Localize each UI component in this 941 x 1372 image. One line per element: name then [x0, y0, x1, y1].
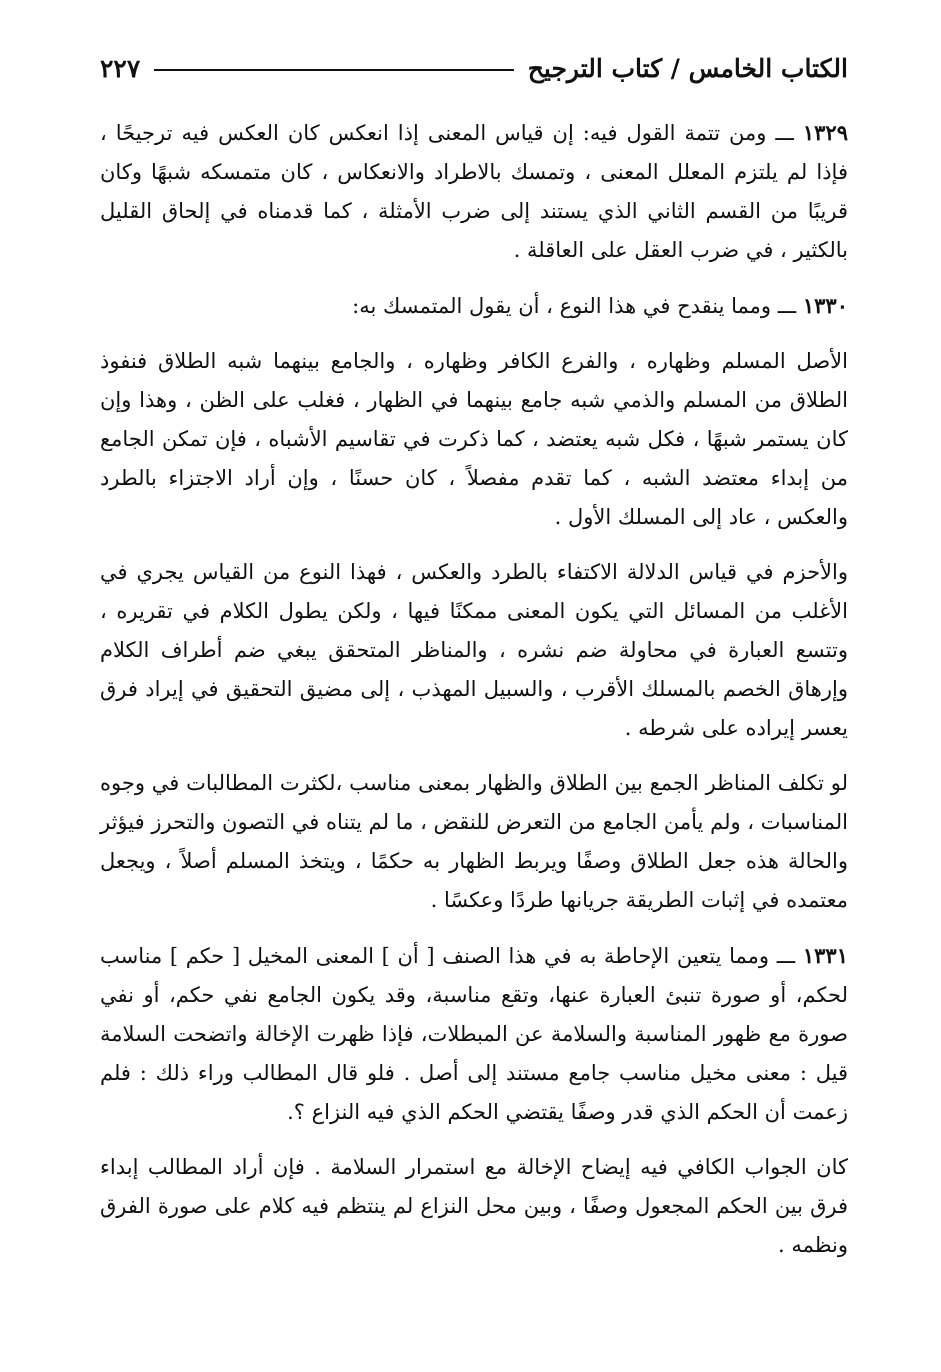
paragraph-text: والأحزم في قياس الدلالة الاكتفاء بالطرد والعكس ، فهذا النوع من القياس يجري في الأغلب من المسائل التي يكون المعنى ممكنًا فيها ، ولكن يطول الكلام في تقريره ، وتتسع العبارة في محاولة ضم نشره ، والمناظر المتحقق يبغي ضم أطراف الكلام وإرهاق الخصم بالمسلك الأقرب ، والسبيل المهذب ، إلى مضيق التحقيق في إيراد فرق يعسر إيراده على شرطه .: [100, 560, 849, 740]
paragraph-text: الأصل المسلم وظهاره ، والفرع الكافر وظهاره ، والجامع بينهما شبه الطلاق فنفوذ الطلاق من المسلم والذمي شبه جامع بينهما في الظهار ، فغلب على الظن ، وهذا وإن كان يستمر شبهًا ، فكل شبه يعتضد ، كما ذكرت في تقاسيم الأشباه ، فإن تمكن الجامع من إبداء معتضد الشبه ، كما تقدم مفصلاً ، كان حسنًا ، وإن أراد الاجتزاء بالطرد والعكس ، عاد إلى المسلك الأول .: [100, 349, 848, 529]
paragraph-jawab: [100, 1148, 848, 1265]
paragraph-text: ـــ ومن تتمة القول فيه: إن قياس المعنى إذا انعكس كان العكس فيه ترجيحًا ، فإذا لم يلتزم المعلل المعنى ، وتمسك بالاطراد والانعكاس ، كان متمسكه شبهًا وكان قريبًا من القسم الثاني الذي يستند إلى ضرب الأمثلة ، كما قدمناه في إلحاق القليل بالكثير ، في ضرب العقل على العاقلة .: [100, 121, 848, 262]
paragraph-number: ١٣٢٩: [802, 120, 848, 145]
paragraph-ahzam: [100, 553, 848, 748]
paragraph-text: كان الجواب الكافي فيه إيضاح الإخالة مع استمرار السلامة . فإن أراد المطالب إبداء فرق بين الحكم المجعول وصفًا ، وبين محل النزاع لم ينتظم فيه كلام على صورة الفرق ونظمه .: [100, 1155, 848, 1257]
paragraph-number: ١٣٣٠: [802, 293, 848, 318]
running-title: الكتاب الخامس / كتاب الترجيح: [527, 53, 848, 83]
header-rule: [154, 69, 513, 71]
paragraph-text: ـــ ومما يتعين الإحاطة به في هذا الصنف [ أن ] المعنى المخيل [ حكم ] مناسب لحكم، أو صورة تنبئ العبارة عنها، وتقع مناسبة، وقد يكون الجامع نفي حكم، أو نفي صورة مع ظهور المناسبة والسلامة عن المبطلات، فإذا ظهرت الإخالة واتضحت السلامة قيل : معنى مخيل مناسب جامع مستند إلى أصل . فلو قال المطالب وراء ذلك : فلم زعمت أن الحكم الذي قدر وصفًا يقتضي الحكم الذي فيه النزاع ؟.: [100, 944, 848, 1124]
page-number: ٢٢٧: [100, 53, 141, 83]
paragraph-law-takallafa: [100, 764, 848, 920]
paragraph-1330: [100, 286, 848, 326]
paragraph-text: لو تكلف المناظر الجمع بين الطلاق والظهار بمعنى مناسب ،لكثرت المطالبات في وجوه المناسبات ، ولم يأمن الجامع من التعرض للنقض ، ما لم يتناه في التصون والتحرز فيؤثر والحالة هذه جعل الطلاق وصفًا ويربط الظهار به حكمًا ، ويتخذ المسلم أصلاً ، ويجعل معتمده في إثبات الطريقة جريانها طردًا وعكسًا .: [100, 771, 848, 912]
paragraph-number: ١٣٣١: [802, 943, 848, 968]
paragraph-text: ـــ ومما ينقدح في هذا النوع ، أن يقول المتمسك به:: [352, 294, 797, 318]
main-text: [100, 113, 848, 1265]
paragraph-1331: [100, 936, 848, 1132]
paragraph-asl-muslim: [100, 342, 848, 537]
page-header: [100, 48, 848, 88]
paragraph-1329: [100, 113, 848, 270]
